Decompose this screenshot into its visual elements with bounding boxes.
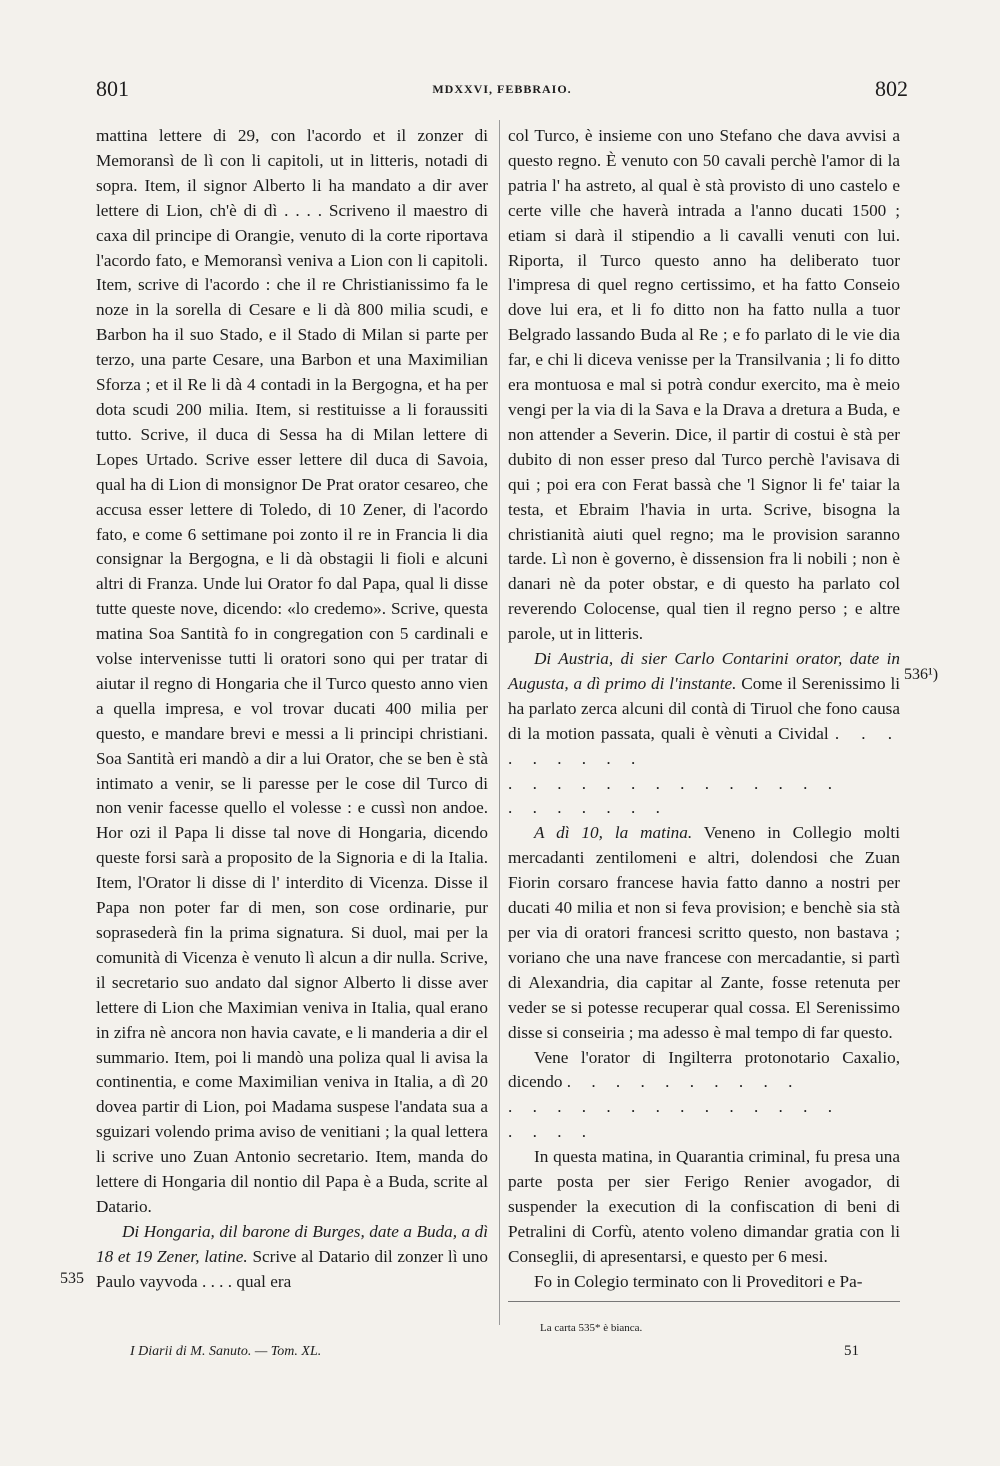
ellipsis-dots: . . . . . . . . . [508,723,901,768]
colegio-paragraph: Fo in Colegio terminato con li Proveditori e Pa- [534,1271,863,1291]
left-column [96,124,488,1295]
page-header [96,76,908,108]
column-divider [499,120,500,1325]
decimo-paragraph [508,821,900,1045]
footnote-rule [508,1301,900,1302]
hongaria-text: Scrive al Datario dil zonzer lì uno Paulo vayvoda . . . . qual era [96,1246,489,1291]
ellipsis-dots: . . . . . . . . . . [566,1072,801,1092]
quarantia-paragraph: In questa matina, in Quarantia criminal, fu presa una parte posta per sier Ferigo Renier avogador, di suspender la execution di la confiscation di beni di Petralini di Corfù, atento voleno dimandar gratia con li Conseglii, di apresentarsi, e questo per 6 mesi. [508,1147,900,1266]
austria-text: Come il Serenissimo li ha parlato zerca alcuni dil contà di Tiruol che fono causa di la motion passata, quali è vènuti a Cividal [508,673,901,743]
right-body-text: col Turco, è insieme con uno Stefano che dava avvisi a questo regno. È venuto con 50 cavali perchè l'amor di la patria l' ha astreto, al qual è stà provisto di uno castelo e certe ville che haverà intrada a l'anno ducati 1500 ; etiam si darà il stipendio a li cavalli venuti con lui. Riporta, il Turco questo anno ha deliberato tuor l'impresa di quel regno certissimo, et ha fatto Conseio dove lui era, et li fo ditto non ha fatto nulla a tuor Belgrado lassando Buda al Re ; e fo parlato di le vie dia far, e chi li diceva venisse per la Transilvania ; li fo ditto era montuosa e mal si potrà condur exercito, ma è meio vengi per la via di la Sava e la Drava a dretura a Buda, e non attender a Severin. Dice, il partir di costui è stà per dubito di non esser preso dal Turco perchè l'avisava di qui ; poi era con Ferat bassà che 'l Signor li fe' taiar la testa, et Ebraim l'havia in urta. Scrive, bisogna la christianità aiuti quel regno; ma le provision saranno tarde. Lì non è governo, è dissension fra li nobili ; non è danari nè da poter obstar, e di questo ha parlato col reverendo Colocense, qual tien il regno perso ; e altre parole, ut in litteris. [508,126,900,644]
margin-number-536: 536¹) [904,666,939,683]
ingilterra-text: Vene l'orator di Ingilterra protonotario Caxalio, dicendo [508,1047,900,1092]
decimo-heading: A dì 10, la matina. [534,823,693,843]
footnote: La carta 535* è bianca. [540,1322,643,1334]
page-number-left: 801 [96,76,129,101]
signature-number: 51 [844,1343,859,1359]
left-body-text: mattina lettere di 29, con l'acordo et il zonzer di Memoransì de lì con li capitoli, ut in litteris, notadi di sopra. Item, il signor Alberto li ha mandato a dir aver lettere di Lion, ch'è di dì . . . . Scriveno il maestro di caxa dil principe di Orangie, venuto di la corte riportava l'acordo fato, e Memoransì veniva a Lion con li capitoli. Item, scrive di l'acordo : che il re Christianissimo fa le noze in la sorella di Cesare e li dà 800 milia scudi, e Barbon ha il suo Stado, e il Stado di Milan si parte per terzo, una parte Cesare, una Barbon et una Maximilian Sforza ; et il Re li dà 4 contadi in la Bergogna, et ha per dota scudi 200 milia. Item, si restituisse a li foraussiti tutto. Scrive, il duca di Sessa ha di Milan lettere di Lopes Urtado. Scrive esser lettere dil duca di Savoia, qual ha di Lion di monsignor De Prat orator cesareo, che accusa esser lettere di Toledo, di 10 Zener, di l'acordo fato, e come 6 settimane poi zonto il re in Francia li dia consignar la Bergogna, e li dà obstagii li fioli e alcuni altri di Franza. Unde lui Orator fo dal Papa, qual li disse tutte queste nove, dicendo: «lo credemo». Scrive, questa matina Soa Santità fo in congregation con 5 cardinali e volse intervenisse tutti li oratori sono qui per tratar di aiutar il regno di Hongaria che il Turco questo anno vien a quella impresa, e vol trovar ducati 400 milia per questo, e mandare brevi e messi a li principi christiani. Soa Santità eri mandò a dir a lui Orator, che se ben è stà intimato a venir, se li paresse per le cose dil Turco di non venir facesse quello el volesse : e cussì non andoe. Hor ozi il Papa li disse tal nove di Hongaria, dicendo queste forsi sarà a proposito de la Signoria e di la Italia. Item, l'Orator li disse di l' interdito di Vicenza. Disse il Papa non poter far di men, son cose ordinarie, pur soprasederà fin la prima signatura. Si duol, mai per la comunità di Vicenza è venuto lì alcun a dir nulla. Scrive, il secretario suo andato dal signor Alberto li disse aver lettere di Lion che Maximian veniva in Italia, qual erano in zifra nè ancora non havia cavate, e li manderia a dir el summario. Item, poi li mandò una poliza qual li avisa la continentia, e come Maximilian veniva in Italia, a dì 20 dovea partir di Lion, poi Madama suspese l'andata sua a sguizari volendo prima aviso de venitiani ; la qual lettera li scrive uno Zuan Antonio secretario. Item, manda do lettere di Hongaria dil nontio dil Papa è a Buda, scrite al Datario. [96,126,488,1216]
decimo-text: Veneno in Collegio molti mercadanti zentilomeni e altri, dolendosi che Zuan Fiorin corsaro francese havia fatto danno a nostri per ducati 40 milia et non si feva provision; e benchè sia stà per via di oratori francesi scritto questo, non bastava ; voriano che una nave francese con mercadantie, si partì di Alexandria, dia capitar al Zante, fosse retenuta per veder se si potesse recuperar qual cossa. El Serenissimo disse si conseiria ; ma adesso è mal tempo di far questo. [508,823,900,1042]
hongaria-heading: Di Hongaria, dil barone di Burges, date a Buda, a dì 18 et 19 Zener, latine. [96,1221,488,1266]
footer-title: I Diarii di M. Sanuto. — Tom. XL. [130,1344,322,1359]
margin-number-535: 535 [60,1270,84,1287]
running-head: MDXXVI, FEBBRAIO. [432,82,572,96]
page-number-right: 802 [875,76,908,101]
ellipsis-dots-line: . . . . . . . [508,798,668,818]
hongaria-paragraph [96,1220,488,1295]
austria-heading: Di Austria, di sier Carlo Contarini orator, date in Augusta, a dì primo di l'instante. [508,649,900,693]
ingilterra-paragraph [508,1046,900,1096]
ellipsis-dots-line: . . . . . . . . . . . . . . [508,773,841,793]
austria-paragraph [508,647,900,772]
ellipsis-dots-line: . . . . [508,1122,595,1142]
right-column [508,124,900,1295]
ellipsis-dots-line: . . . . . . . . . . . . . . [508,1097,841,1117]
